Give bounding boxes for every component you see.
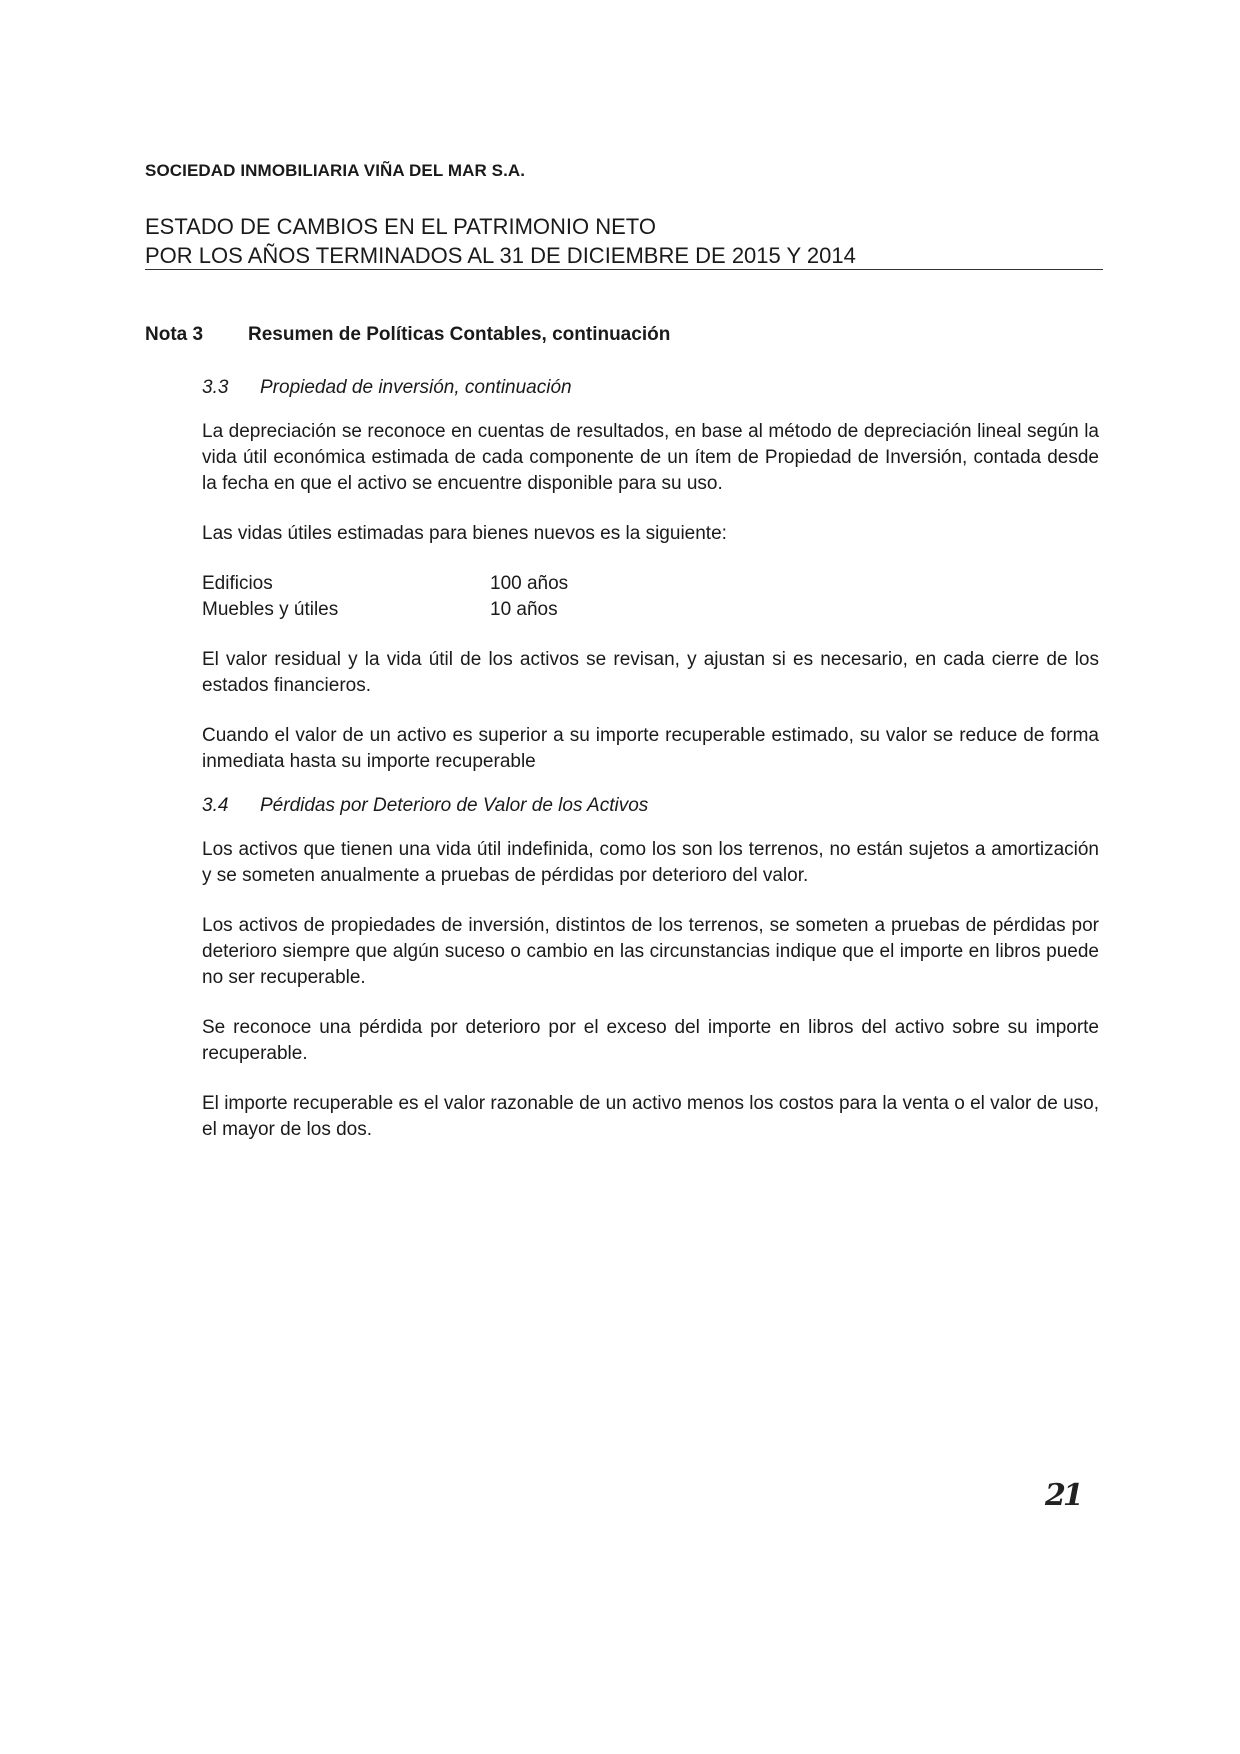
note-number: Nota 3 (145, 324, 204, 345)
section-3-4-heading (202, 793, 1099, 819)
useful-lives-table (202, 571, 568, 623)
section-3-3-heading (202, 375, 1099, 401)
indefinite-life-paragraph: Los activos que tienen una vida útil indefinida, como los son los terrenos, no están sujetos a amortización y se someten anualmente a pruebas de pérdidas por deterioro del valor. (202, 839, 1099, 886)
depreciation-paragraph: La depreciación se reconoce en cuentas de resultados, en base al método de depreciación lineal según la vida útil económica estimada de cada componente de un ítem de Propiedad de Inversión, contada desde la fecha en que el activo se encuentre disponible para su uso. (202, 421, 1099, 494)
recoverable-amount-paragraph: Cuando el valor de un activo es superior a su importe recuperable estimado, su valor se reduce de forma inmediata hasta su importe recuperable (202, 725, 1099, 772)
asset-useful-life: 100 años (490, 573, 569, 594)
document-title-line-2: POR LOS AÑOS TERMINADOS AL 31 DE DICIEMBRE DE 2015 Y 2014 (145, 243, 856, 268)
asset-useful-life: 10 años (490, 599, 558, 620)
note-content (202, 375, 1099, 1167)
impairment-loss-paragraph: Se reconoce una pérdida por deterioro por el exceso del importe en libros del activo sobre su importe recuperable. (202, 1017, 1099, 1064)
note-heading (145, 324, 670, 346)
header-divider (145, 269, 1103, 270)
company-name: SOCIEDAD INMOBILIARIA VIÑA DEL MAR S.A. (145, 161, 526, 180)
section-3-3-title: Propiedad de inversión, continuación (260, 377, 572, 398)
asset-name: Edificios (202, 573, 273, 594)
section-3-4-title: Pérdidas por Deterioro de Valor de los Activos (260, 795, 649, 816)
section-3-3-number: 3.3 (202, 377, 229, 398)
page-number: 21 (1045, 1478, 1081, 1513)
note-title: Resumen de Políticas Contables, continuación (248, 324, 671, 345)
impairment-test-paragraph: Los activos de propiedades de inversión, distintos de los terrenos, se someten a pruebas de pérdidas por deterioro siempre que algún suceso o cambio en las circunstancias indique que el importe en libros puede no ser recuperable. (202, 915, 1099, 988)
recoverable-definition-paragraph: El importe recuperable es el valor razonable de un activo menos los costos para la venta o el valor de uso, el mayor de los dos. (202, 1093, 1099, 1140)
table-row (202, 597, 568, 623)
useful-lives-intro: Las vidas útiles estimadas para bienes nuevos es la siguiente: (202, 523, 727, 544)
table-row (202, 571, 568, 597)
section-3-4-number: 3.4 (202, 795, 229, 816)
document-title-line-1: ESTADO DE CAMBIOS EN EL PATRIMONIO NETO (145, 214, 656, 239)
document-title (145, 212, 856, 270)
asset-name: Muebles y útiles (202, 599, 339, 620)
residual-value-paragraph: El valor residual y la vida útil de los activos se revisan, y ajustan si es necesario, en cada cierre de los estados financieros. (202, 649, 1099, 696)
